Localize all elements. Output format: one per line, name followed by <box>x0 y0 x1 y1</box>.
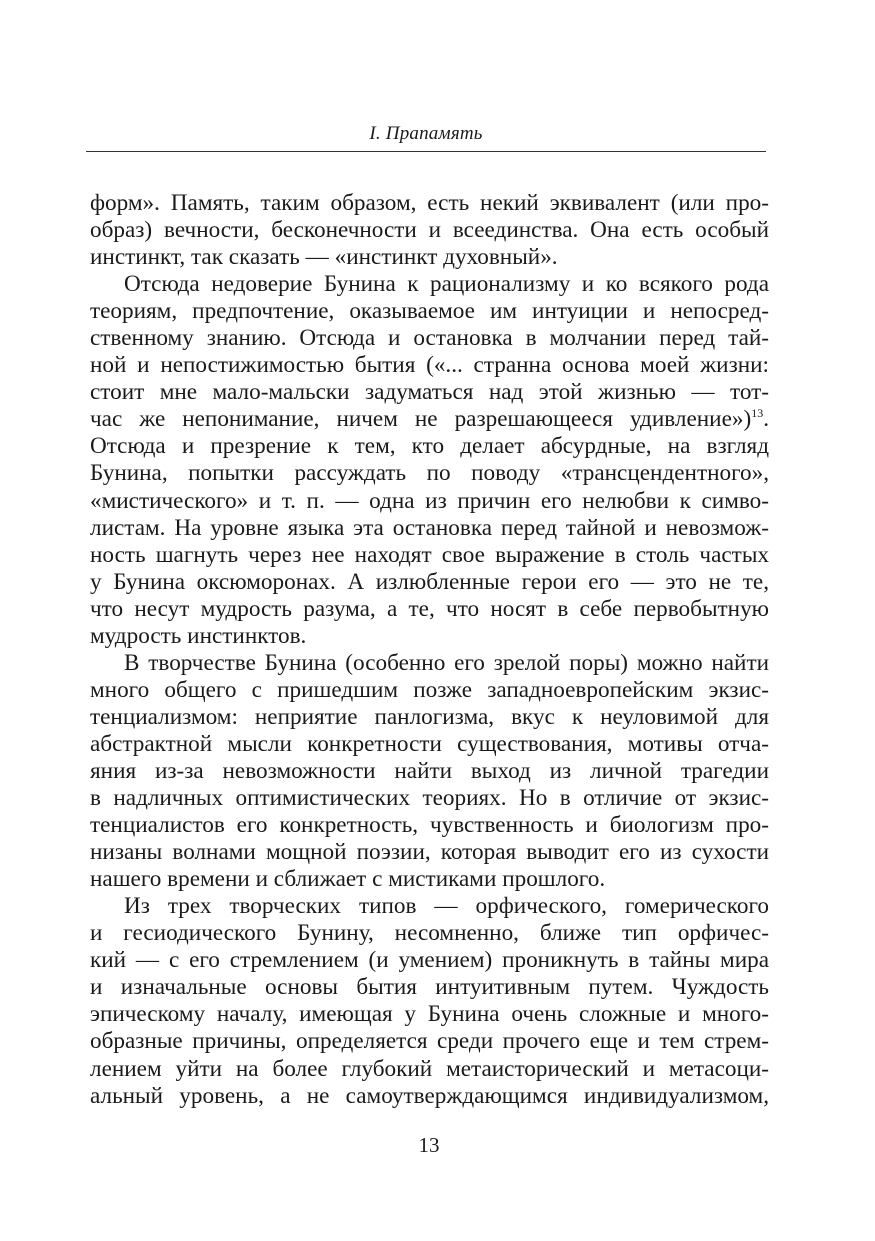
text-line: «мистического» и т. п. — одна из причин его нелюбви к симво- <box>90 487 769 514</box>
paragraph <box>90 893 769 1109</box>
text-line: абстрактной мысли конкретности существования, мотивы отча- <box>90 730 769 757</box>
text-line: что несут мудрость разума, а те, что носят в себе первобытную <box>90 595 769 622</box>
text-line: ность шагнуть через нее находят свое выражение в столь частых <box>90 541 769 568</box>
text-line: Отсюда недоверие Бунина к рационализму и ко всякого рода <box>124 271 769 298</box>
text-line: образ) вечности, бесконечности и всеединства. Она есть особый <box>90 217 769 244</box>
paragraph <box>90 271 769 650</box>
text-line: образные причины, определяется среди прочего еще и тем стрем- <box>90 1028 769 1055</box>
text-line: эпическому началу, имеющая у Бунина очень сложные и много- <box>90 1001 769 1028</box>
text-line: Из трех творческих типов — орфического, гомерического <box>124 893 769 920</box>
header-rule <box>86 151 766 152</box>
text-line: стоит мне мало-мальски задуматься над этой жизнью — тот- <box>90 379 769 406</box>
text-line: у Бунина оксюморонах. А излюбленные герои его — это не те, <box>90 568 769 595</box>
text-line: альный уровень, а не самоутверждающимся индивидуализмом, <box>90 1082 769 1109</box>
text-line: много общего с пришедшим позже западноевропейским экзис- <box>90 676 769 703</box>
text-line: мудрость инстинктов. <box>90 622 307 649</box>
text-line: тенциалистов его конкретность, чувственность и биологизм про- <box>90 812 769 839</box>
text-line: теориям, предпочтение, оказываемое им интуиции и непосред- <box>90 298 769 325</box>
text-line: ственному знанию. Отсюда и остановка в молчании перед тай- <box>90 325 769 352</box>
text-line: тенциализмом: неприятие панлогизма, вкус к неуловимой для <box>90 703 769 730</box>
text-line: форм». Память, таким образом, есть некий эквивалент (или про- <box>90 190 769 216</box>
paragraph <box>90 650 769 893</box>
text-line: низаны волнами мощной поэзии, которая выводит его из сухости <box>90 839 769 866</box>
text-segment: час же непонимание, ничем не разрешающееся удивление») <box>90 406 752 433</box>
text-line: и гесиодического Бунину, несомненно, ближе тип орфичес- <box>90 920 769 947</box>
text-line: ной и непостижимостью бытия («... странна основа моей жизни: <box>90 352 769 379</box>
text-line: кий — с его стремлением (и умением) проникнуть в тайны мира <box>90 947 769 974</box>
body-text <box>90 190 769 1110</box>
page-number: 13 <box>418 1133 440 1157</box>
footnote-trailing-punct: . <box>763 406 769 433</box>
text-line: В творчестве Бунина (особенно его зрелой поры) можно найти <box>124 649 769 676</box>
running-head: I. Прапамять <box>369 123 483 144</box>
text-line: Бунина, попытки рассуждать по поводу «трансцендентного», <box>90 460 769 487</box>
text-line-with-footnote <box>90 406 769 433</box>
text-line: Отсюда и презрение к тем, кто делает абсурдные, на взгляд <box>90 433 769 460</box>
text-line: инстинкт, так сказать — «инстинкт духовный». <box>90 244 558 271</box>
text-line: листам. На уровне языка эта остановка перед тайной и невозмож- <box>90 514 769 541</box>
footnote-reference: 13 <box>751 406 764 421</box>
text-line: нашего времени и сближает с мистиками прошлого. <box>90 866 606 893</box>
text-line: яния из-за невозможности найти выход из личной трагедии <box>90 757 769 784</box>
text-line: в надличных оптимистических теориях. Но в отличие от экзис- <box>90 785 769 812</box>
text-line: лением уйти на более глубокий метаисторический и метасоци- <box>90 1055 769 1082</box>
paragraph <box>90 190 769 271</box>
text-line: и изначальные основы бытия интуитивным путем. Чуждость <box>90 974 769 1001</box>
